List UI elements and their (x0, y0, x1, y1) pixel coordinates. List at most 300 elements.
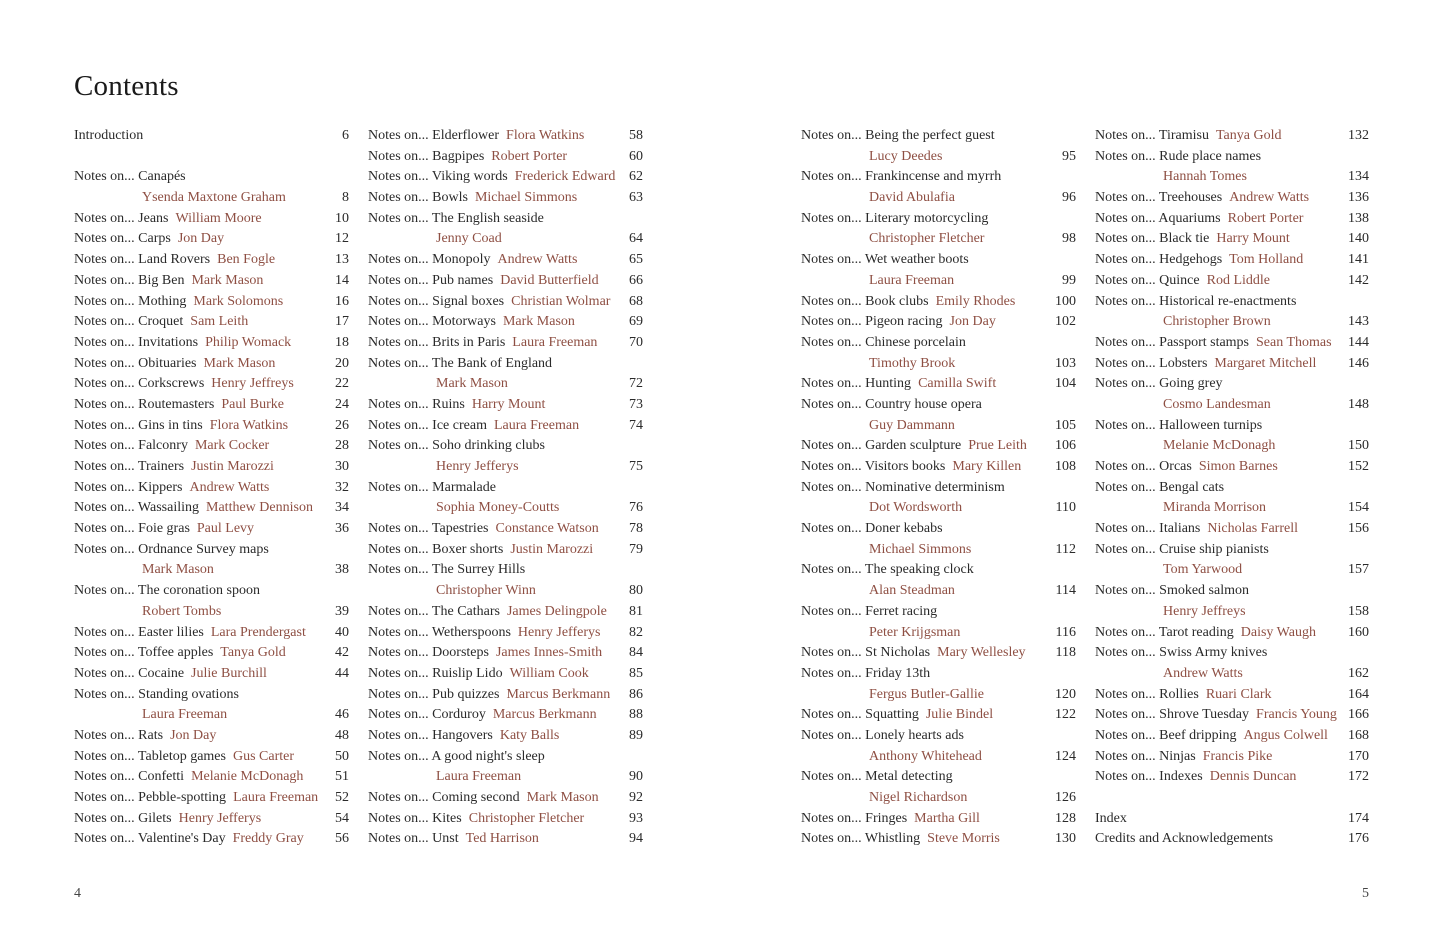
contents-entry (74, 250, 349, 271)
entry-prefix: Notes on... (74, 293, 135, 309)
entry-author: Robert Porter (491, 148, 568, 164)
entry-page-number: 66 (629, 272, 643, 288)
entry-prefix: Notes on... (1095, 417, 1156, 433)
entry-prefix: Notes on... (368, 190, 429, 206)
entry-prefix: Notes on... (1095, 210, 1156, 226)
entry-prefix: Notes on... (74, 831, 135, 847)
entry-title: Falconry (138, 438, 188, 454)
entry-title: The speaking clock (864, 562, 974, 578)
entry-author: Christopher Brown (1163, 314, 1271, 330)
entry-author: Mark Mason (191, 272, 264, 288)
contents-entry-continuation (74, 560, 349, 581)
entry-prefix: Notes on... (801, 727, 862, 743)
contents-entry (74, 395, 349, 416)
contents-entry (368, 809, 643, 830)
contents-entry (368, 354, 643, 375)
entry-author: Laura Freeman (142, 707, 228, 723)
entry-prefix: Notes on... (1095, 190, 1156, 206)
contents-entry-continuation (1095, 498, 1369, 519)
contents-entry-continuation (368, 581, 643, 602)
entry-page-number: 100 (1055, 293, 1076, 309)
entry-title: Quince (1159, 272, 1200, 288)
entry-title: Cruise ship pianists (1159, 541, 1269, 557)
entry-page-number: 85 (629, 665, 643, 681)
entry-prefix: Notes on... (801, 562, 862, 578)
entry-page-number: 24 (335, 396, 349, 412)
entry-prefix: Notes on... (74, 541, 135, 557)
contents-entry (1095, 540, 1369, 561)
contents-entry (368, 623, 643, 644)
entry-author: Anthony Whitehead (869, 748, 982, 764)
entry-prefix: Notes on... (74, 314, 135, 330)
contents-entry (368, 602, 643, 623)
contents-entry (801, 726, 1076, 747)
entry-prefix: Notes on... (74, 521, 135, 537)
contents-entry (1095, 209, 1369, 230)
entry-page-number: 89 (629, 727, 643, 743)
entry-page-number: 68 (629, 293, 643, 309)
contents-entry (801, 829, 1076, 850)
entry-author: Ruari Clark (1205, 686, 1272, 702)
entry-author: Hannah Tomes (1163, 169, 1247, 185)
contents-entry (1095, 581, 1369, 602)
entry-title: Invitations (138, 334, 199, 350)
entry-prefix: Notes on... (801, 293, 862, 309)
contents-entry-continuation (801, 188, 1076, 209)
entry-page-number: 154 (1348, 500, 1369, 516)
entry-page-number: 40 (335, 624, 349, 640)
entry-prefix: Notes on... (1095, 645, 1156, 661)
entry-page-number: 13 (335, 252, 349, 268)
entry-author: Henry Jeffreys (1163, 603, 1246, 619)
contents-entry-continuation (801, 788, 1076, 809)
entry-page-number: 63 (629, 190, 643, 206)
entry-prefix: Notes on... (1095, 769, 1156, 785)
entry-title: Pub names (432, 272, 494, 288)
entry-prefix: Notes on... (368, 665, 429, 681)
entry-page-number: 36 (335, 521, 349, 537)
entry-page-number: 44 (335, 665, 349, 681)
entry-prefix: Notes on... (801, 252, 862, 268)
entry-prefix: Notes on... (74, 810, 135, 826)
entry-prefix: Notes on... (1095, 128, 1156, 143)
entry-page-number: 128 (1055, 810, 1076, 826)
entry-author: Andrew Watts (497, 252, 578, 268)
entry-page-number: 114 (1055, 583, 1076, 599)
contents-entry (74, 726, 349, 747)
entry-author: Tanya Gold (1215, 128, 1282, 143)
entry-page-number: 95 (1062, 148, 1076, 164)
entry-prefix: Notes on... (1095, 459, 1156, 474)
entry-author: William Cook (509, 665, 589, 681)
entry-author: Mark Solomons (193, 293, 284, 309)
entry-prefix: Notes on... (801, 376, 862, 392)
entry-prefix: Notes on... (801, 459, 862, 474)
entry-title: Ferret racing (865, 603, 938, 619)
contents-entry (368, 705, 643, 726)
entry-author: Camilla Swift (918, 376, 997, 392)
entry-page-number: 140 (1348, 231, 1369, 247)
entry-author: Laura Freeman (233, 790, 319, 805)
entry-title: Motorways (432, 314, 496, 330)
entry-page-number: 79 (629, 541, 643, 557)
contents-spacer (1095, 788, 1369, 809)
entry-prefix: Notes on... (368, 831, 429, 847)
entry-title: Wetherspoons (431, 624, 511, 640)
contents-entry-continuation (1095, 436, 1369, 457)
entry-prefix: Notes on... (368, 686, 429, 702)
entry-author: Julie Bindel (925, 707, 994, 723)
entry-prefix: Notes on... (74, 272, 135, 288)
entry-page-number: 54 (335, 810, 349, 826)
contents-entry (1095, 726, 1369, 747)
entry-prefix: Notes on... (1095, 686, 1156, 702)
entry-author: Laura Freeman (512, 334, 598, 350)
entry-prefix: Notes on... (74, 355, 135, 371)
contents-column-3 (801, 126, 1076, 850)
contents-entry-continuation (1095, 167, 1369, 188)
entry-author: Frederick Edward (514, 169, 616, 185)
entry-author: Margaret Mitchell (1214, 355, 1317, 371)
entry-page-number: 81 (629, 603, 643, 619)
entry-title: Big Ben (138, 272, 185, 288)
contents-entry (74, 478, 349, 499)
entry-author: Melanie McDonagh (191, 769, 304, 785)
entry-title: Tapestries (431, 521, 489, 537)
entry-title: Tarot reading (1158, 624, 1234, 640)
entry-prefix: Notes on... (74, 645, 135, 661)
entry-title: Ruislip Lido (432, 665, 503, 681)
entry-author: Peter Krijgsman (869, 624, 961, 640)
entry-title: Hangovers (432, 727, 493, 743)
entry-title: Whistling (864, 831, 921, 847)
entry-page-number: 158 (1348, 603, 1369, 619)
contents-entry (368, 478, 643, 499)
entry-title: Cocaine (138, 665, 185, 681)
entry-page-number: 164 (1348, 686, 1369, 702)
contents-entry (801, 209, 1076, 230)
contents-entry (1095, 623, 1369, 644)
entry-author: Francis Pike (1202, 748, 1273, 764)
entry-author: Gus Carter (232, 748, 295, 764)
entry-author: Tanya Gold (220, 645, 286, 661)
entry-author: Fergus Butler-Gallie (869, 686, 984, 702)
entry-author: Melanie McDonagh (1163, 438, 1276, 454)
page-number-left: 4 (74, 886, 81, 901)
entry-title: Bowls (432, 190, 468, 206)
entry-prefix: Notes on... (74, 769, 135, 785)
entry-page-number: 88 (629, 707, 643, 723)
entry-page-number: 28 (335, 438, 349, 454)
contents-column-2 (368, 126, 643, 850)
entry-prefix: Notes on... (368, 707, 429, 723)
entry-page-number: 82 (629, 624, 643, 640)
entry-author: Flora Watkins (506, 128, 585, 143)
entry-prefix: Notes on... (801, 603, 862, 619)
entry-author: Marcus Berkmann (506, 686, 611, 702)
entry-author: Julie Burchill (191, 665, 267, 681)
entry-page-number: 106 (1055, 438, 1076, 454)
entry-prefix: Notes on... (1095, 748, 1156, 764)
entry-title: Halloween turnips (1159, 417, 1263, 433)
entry-title: Trainers (137, 459, 185, 474)
entry-author: Mark Cocker (194, 438, 270, 454)
entry-page-number: 12 (335, 231, 349, 247)
entry-prefix: Notes on... (74, 417, 135, 433)
entry-prefix: Notes on... (74, 748, 135, 764)
entry-page-number: 93 (629, 810, 643, 826)
entry-title: Bengal cats (1159, 479, 1225, 495)
contents-entry-continuation (368, 767, 643, 788)
contents-entry (1095, 126, 1369, 147)
entry-author: Harry Mount (1216, 231, 1290, 247)
contents-entry (801, 395, 1076, 416)
entry-author: Paul Burke (221, 396, 284, 412)
entry-prefix: Notes on... (801, 831, 862, 847)
entry-author: Andrew Watts (1229, 190, 1310, 206)
entry-prefix: Notes on... (368, 645, 429, 661)
entry-prefix: Notes on... (1095, 334, 1156, 350)
page-title: Contents (74, 70, 179, 102)
entry-page-number: 78 (629, 521, 643, 537)
entry-title: Carps (138, 231, 171, 247)
entry-author: Dot Wordsworth (869, 500, 963, 516)
contents-entry (368, 271, 643, 292)
entry-page-number: 144 (1348, 334, 1369, 350)
entry-prefix: Notes on... (801, 521, 862, 537)
entry-title: Gilets (138, 810, 172, 826)
entry-author: Rod Liddle (1206, 272, 1270, 288)
contents-entry (74, 229, 349, 250)
entry-prefix: Notes on... (368, 334, 429, 350)
entry-prefix: Notes on... (368, 727, 429, 743)
entry-author: Tom Yarwood (1163, 562, 1243, 578)
entry-author: Mark Mason (436, 376, 508, 392)
entry-page-number: 76 (629, 500, 643, 516)
entry-prefix: Notes on... (74, 169, 135, 185)
entry-page-number: 160 (1348, 624, 1369, 640)
entry-author: Matthew Dennison (206, 500, 313, 516)
entry-page-number: 16 (335, 293, 349, 309)
contents-entry (74, 209, 349, 230)
contents-entry-continuation (368, 229, 643, 250)
entry-title: Valentine's Day (137, 831, 226, 847)
entry-prefix: Notes on... (801, 128, 862, 143)
entry-title: Index (1095, 810, 1127, 826)
contents-entry (368, 560, 643, 581)
entry-title: Gins in tins (138, 417, 203, 433)
entry-prefix: Notes on... (74, 665, 135, 681)
entry-title: Country house opera (865, 396, 982, 412)
contents-entry (368, 829, 643, 850)
contents-entry-continuation (368, 498, 643, 519)
contents-entry (368, 726, 643, 747)
contents-entry-continuation (801, 354, 1076, 375)
contents-entry (801, 126, 1076, 147)
entry-prefix: Notes on... (801, 645, 862, 661)
entry-author: Flora Watkins (209, 417, 289, 433)
entry-prefix: Notes on... (801, 769, 862, 785)
entry-page-number: 92 (629, 790, 643, 805)
entry-page-number: 126 (1055, 790, 1076, 805)
entry-author: Lara Prendergast (210, 624, 306, 640)
contents-entry (1095, 374, 1369, 395)
entry-page-number: 30 (335, 459, 349, 474)
entry-title: Ruins (432, 396, 465, 412)
entry-author: Michael Simmons (869, 541, 972, 557)
entry-title: Kippers (138, 479, 183, 495)
entry-page-number: 74 (629, 417, 643, 433)
entry-title: Easter lilies (138, 624, 204, 640)
contents-entry (801, 436, 1076, 457)
entry-prefix: Notes on... (1095, 148, 1156, 164)
entry-page-number: 18 (335, 334, 349, 350)
entry-prefix: Notes on... (368, 169, 429, 185)
entry-prefix: Notes on... (801, 169, 862, 185)
entry-page-number: 48 (335, 727, 349, 743)
entry-page-number: 90 (629, 769, 643, 785)
contents-entry (1095, 705, 1369, 726)
contents-entry-continuation (74, 188, 349, 209)
entry-prefix: Notes on... (368, 603, 429, 619)
entry-author: Nicholas Farrell (1207, 521, 1298, 537)
entry-title: Introduction (74, 128, 144, 143)
entry-page-number: 32 (335, 479, 349, 495)
contents-entry-continuation (801, 498, 1076, 519)
entry-author: Laura Freeman (869, 272, 955, 288)
entry-prefix: Notes on... (368, 810, 429, 826)
entry-page-number: 98 (1062, 231, 1076, 247)
contents-entry (1095, 229, 1369, 250)
entry-title: Doner kebabs (865, 521, 943, 537)
entry-prefix: Notes on... (368, 624, 429, 640)
entry-author: Christopher Fletcher (468, 810, 585, 826)
entry-author: Andrew Watts (1163, 665, 1243, 681)
entry-page-number: 22 (335, 376, 349, 392)
entry-author: Dennis Duncan (1209, 769, 1297, 785)
contents-entry (368, 436, 643, 457)
entry-page-number: 124 (1055, 748, 1076, 764)
entry-prefix: Notes on... (74, 583, 135, 599)
entry-title: Lobsters (1159, 355, 1208, 371)
entry-page-number: 143 (1348, 314, 1369, 330)
entry-title: Boxer shorts (432, 541, 504, 557)
entry-author: Mark Mason (142, 562, 214, 578)
entry-author: David Abulafia (869, 190, 955, 206)
contents-entry (368, 188, 643, 209)
entry-prefix: Notes on... (368, 396, 429, 412)
contents-entry (801, 312, 1076, 333)
contents-entry (1095, 829, 1369, 850)
entry-author: Mark Mason (502, 314, 575, 330)
entry-title: Visitors books (864, 459, 946, 474)
entry-title: Italians (1159, 521, 1201, 537)
entry-prefix: Notes on... (74, 252, 135, 268)
contents-entry (801, 560, 1076, 581)
contents-entry (74, 354, 349, 375)
entry-title: Standing ovations (138, 686, 239, 702)
entry-author: Robert Tombs (142, 603, 222, 619)
entry-page-number: 86 (629, 686, 643, 702)
entry-page-number: 99 (1062, 272, 1076, 288)
contents-entry (368, 333, 643, 354)
entry-page-number: 138 (1348, 210, 1369, 226)
entry-prefix: Notes on... (1095, 252, 1156, 268)
contents-entry (1095, 747, 1369, 768)
contents-entry (368, 312, 643, 333)
contents-entry (74, 167, 349, 188)
entry-page-number: 96 (1062, 190, 1076, 206)
entry-page-number: 134 (1348, 169, 1369, 185)
contents-entry (74, 436, 349, 457)
entry-page-number: 34 (335, 500, 349, 516)
contents-entry-continuation (801, 416, 1076, 437)
entry-page-number: 64 (629, 231, 643, 247)
contents-entry (801, 374, 1076, 395)
entry-author: Steve Morris (927, 831, 1000, 847)
entry-title: The Surrey Hills (431, 562, 526, 578)
entry-author: Andrew Watts (189, 479, 270, 495)
entry-author: Ted Harrison (465, 831, 539, 847)
entry-prefix: Notes on... (368, 272, 429, 288)
contents-entry (74, 767, 349, 788)
entry-page-number: 72 (629, 376, 643, 392)
entry-title: Orcas (1159, 459, 1192, 474)
contents-entry (368, 126, 643, 147)
contents-entry (74, 271, 349, 292)
entry-author: James Innes-Smith (495, 645, 603, 661)
entry-author: Katy Balls (499, 727, 560, 743)
entry-prefix: Notes on... (1095, 583, 1156, 599)
entry-prefix: Notes on... (1095, 479, 1156, 495)
entry-author: Christian Wolmar (511, 293, 611, 309)
contents-entry-continuation (368, 374, 643, 395)
entry-page-number: 172 (1348, 769, 1369, 785)
entry-title: Elderflower (432, 128, 500, 143)
contents-entry (801, 643, 1076, 664)
entry-page-number: 103 (1055, 355, 1076, 371)
entry-author: Jon Day (949, 314, 996, 330)
entry-prefix: Notes on... (1095, 541, 1156, 557)
entry-page-number: 62 (629, 169, 643, 185)
entry-author: Henry Jefferys (517, 624, 601, 640)
entry-prefix: Notes on... (801, 810, 862, 826)
entry-page-number: 142 (1348, 272, 1369, 288)
entry-page-number: 39 (335, 603, 349, 619)
entry-page-number: 110 (1055, 500, 1076, 516)
contents-entry (1095, 188, 1369, 209)
entry-page-number: 69 (629, 314, 643, 330)
entry-author: Alan Steadman (869, 583, 955, 599)
entry-author: Mark Mason (203, 355, 276, 371)
entry-page-number: 50 (335, 748, 349, 764)
entry-prefix: Notes on... (801, 479, 862, 495)
contents-entry (801, 519, 1076, 540)
entry-page-number: 148 (1348, 396, 1369, 412)
contents-entry (74, 126, 349, 147)
entry-prefix: Notes on... (368, 314, 429, 330)
contents-entry (74, 643, 349, 664)
entry-author: Christopher Winn (436, 583, 536, 599)
contents-entry (1095, 685, 1369, 706)
contents-entry (1095, 478, 1369, 499)
contents-entry (74, 747, 349, 768)
contents-entry (1095, 292, 1369, 313)
entry-page-number: 122 (1055, 707, 1076, 723)
entry-page-number: 156 (1348, 521, 1369, 537)
entry-page-number: 170 (1348, 748, 1369, 764)
contents-entry-continuation (801, 271, 1076, 292)
